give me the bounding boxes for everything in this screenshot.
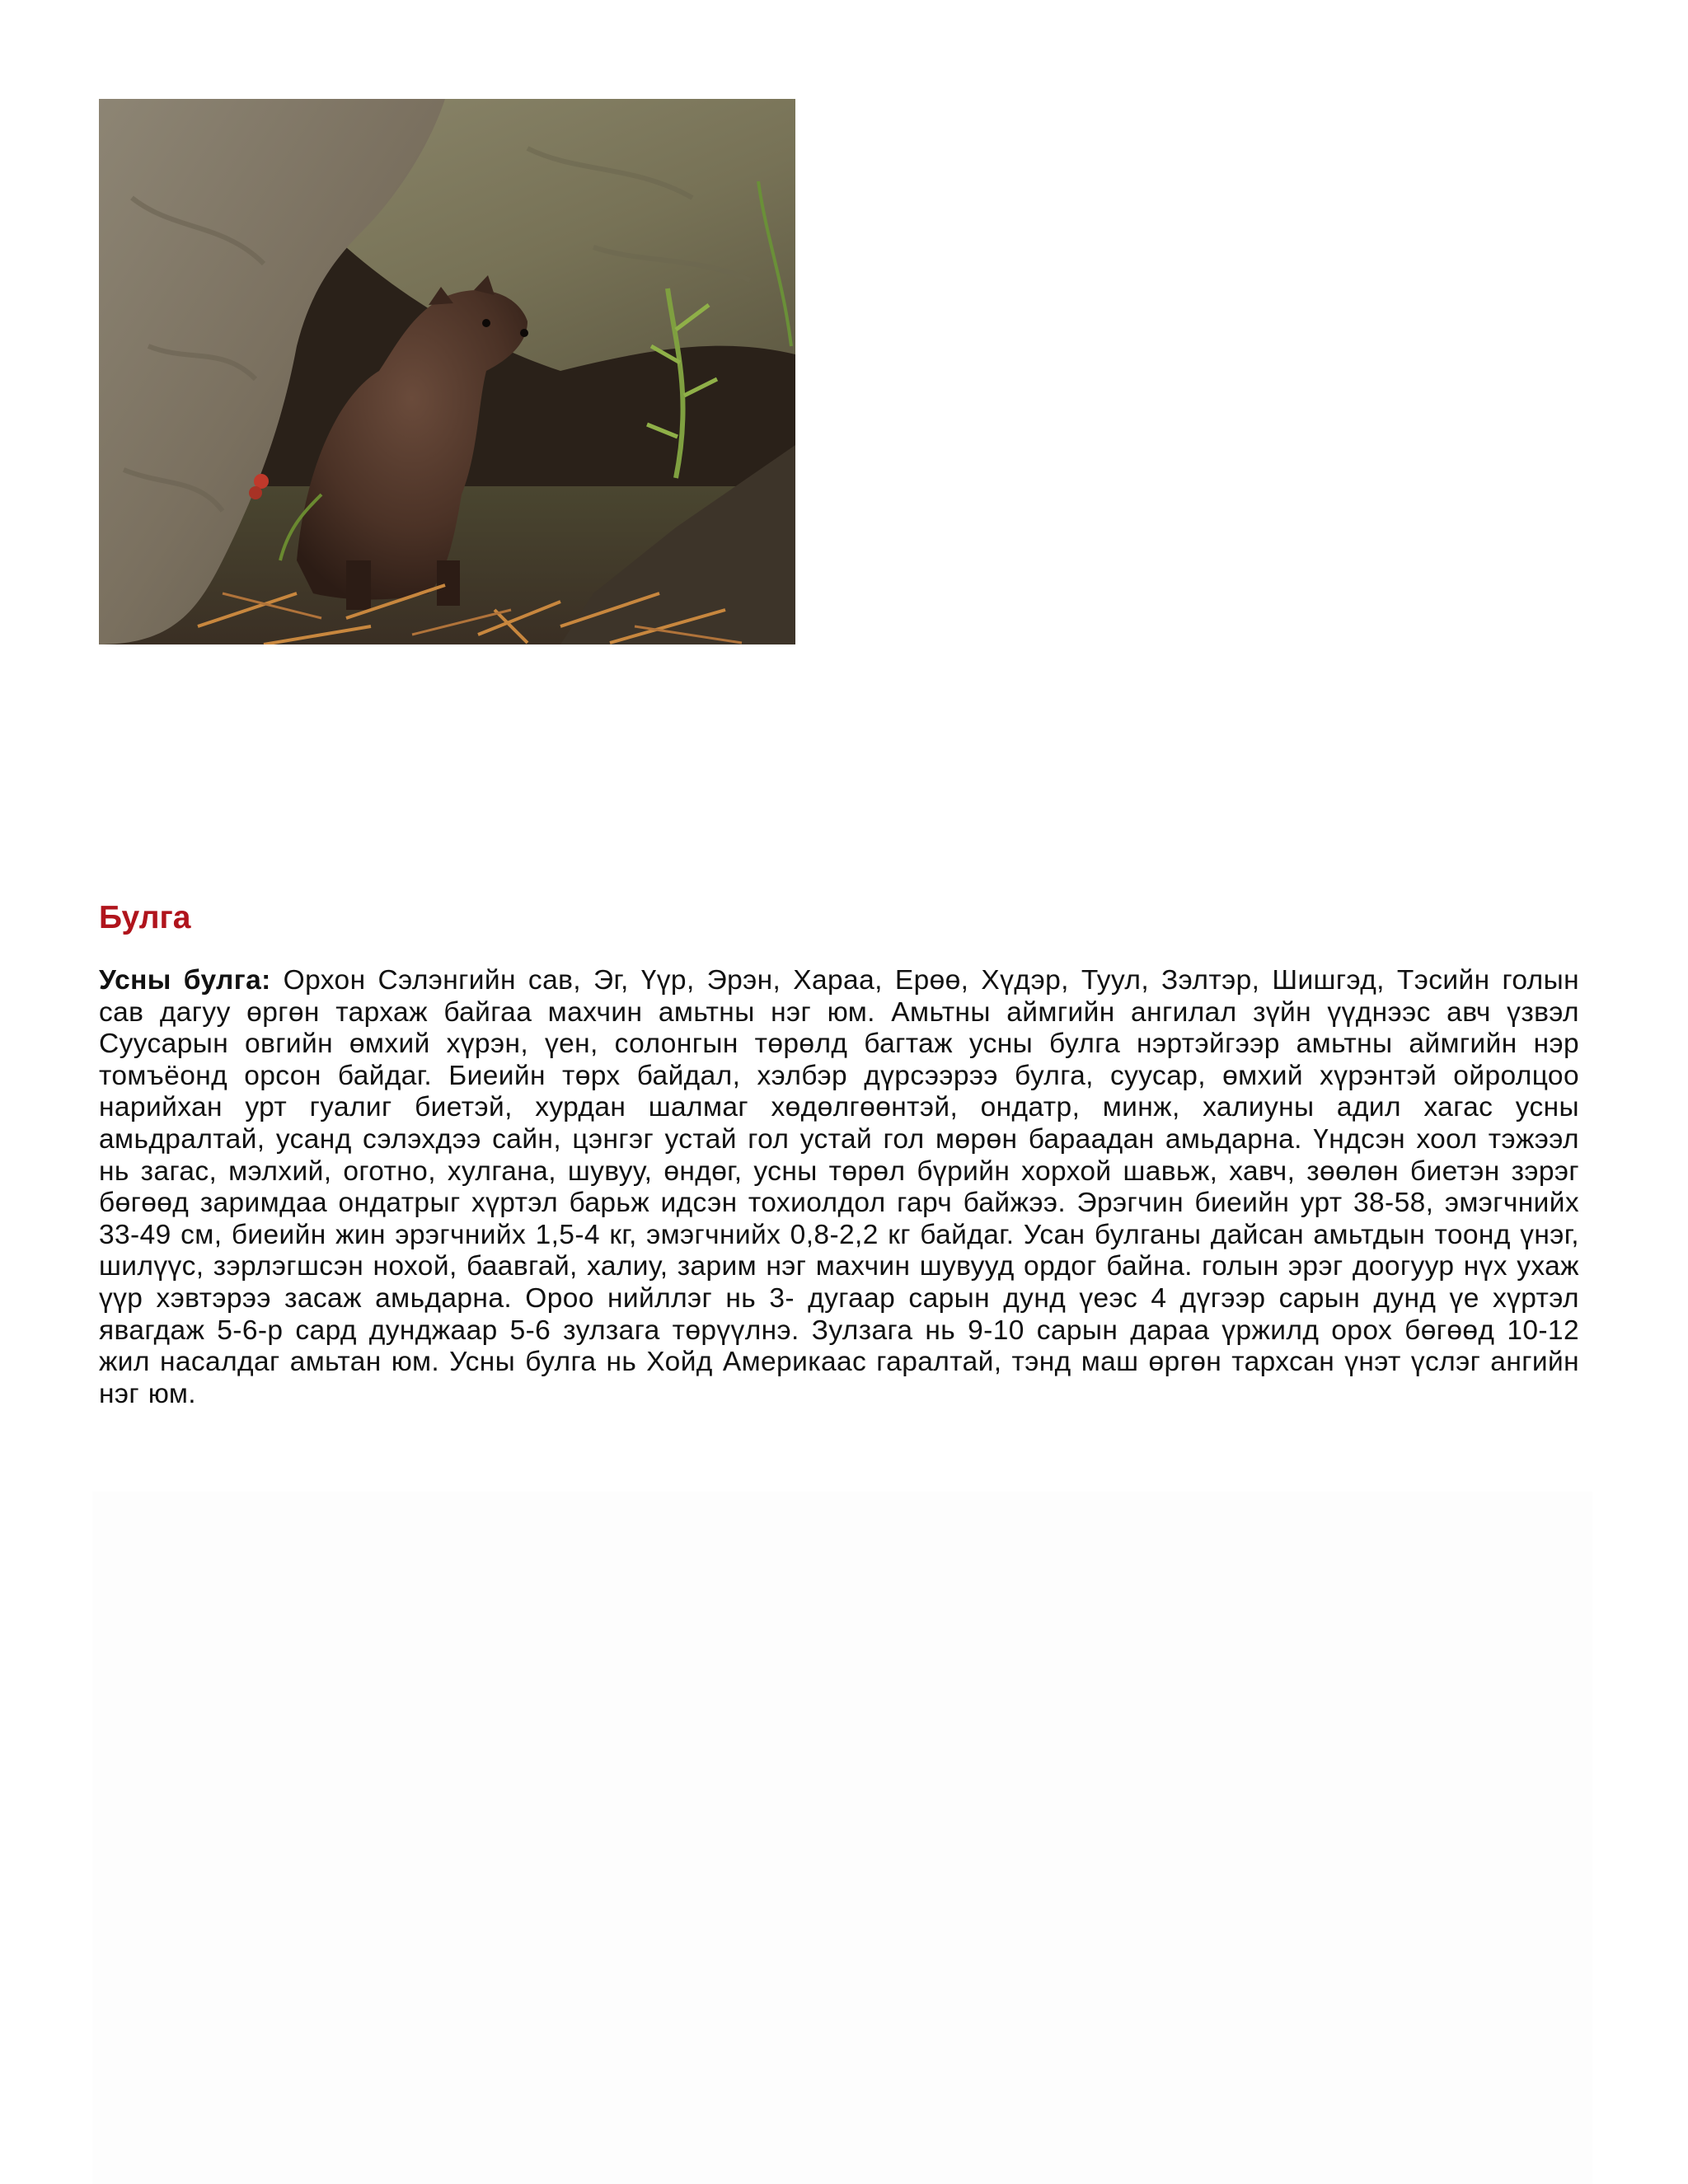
page-background-shade [92, 1492, 1592, 2184]
article-title: Булга [99, 900, 191, 935]
article-body: Орхон Сэлэнгийн сав, Эг, Үүр, Эрэн, Хараа, Ерөө, Хүдэр, Туул, Зэлтэр, Шишгэд, Тэсийн голын сав дагуу өргөн тархаж байгаа махчин амьтны нэг юм. Амьтны аймгийн ангилал зүйн үүднээс авч үзвэл Суусарын овгийн өмхий хүрэн, үен, солонгын төрөлд багтаж усны булга нэртэйгээр амьтны аймгийн нэр томъёонд орсон байдаг. Биеийн төрх байдал, хэлбэр дүрсээрээ булга, суусар, өмхий хүрэнтэй ойролцоо нарийхан урт гуалиг биетэй, хурдан шалмаг хөдөлгөөнтэй, ондатр, минж, халиуны адил хагас усны амьдралтай, усанд сэлэхдээ сайн, цэнгэг устай гол устай гол мөрөн бараадан амьдарна. Үндсэн хоол тэжээл нь загас, мэлхий, оготно, хулгана, шувуу, өндөг, усны төрөл бүрийн хорхой шавьж, хавч, зөөлөн биетэн зэрэг бөгөөд заримдаа ондатрыг хүртэл барьж идсэн тохиолдол гарч байжээ. Эрэгчин биеийн урт 38-58, эмэгчнийх 33-49 см, биеийн жин эрэгчнийх 1,5-4 кг, эмэгчнийх 0,8-2,2 кг байдаг. Усан булганы дайсан амьтдын тоонд үнэг, шилүүс, зэрлэгшсэн нохой, баавгай, халиу, зарим нэг махчин шувууд ордог байна. голын эрэг доогуур нүх ухаж үүр хэвтэрээ засаж амьдарна. Ороо нийллэг нь 3- дугаар сарын дунд үеэс 4 дүгээр сарын дунд үе хүртэл явагдаж 5-6-р сард дунджаар 5-6 зулзага төрүүлнэ. Зулзага нь 9-10 сарын дараа үржилд орох бөгөөд 10-12 жил насалдаг амьтан юм. Усны булга нь Хойд Америкаас гаралтай, тэнд маш өргөн тархсан үнэт үслэг ангийн нэг юм. [99, 965, 1579, 1409]
mink-photo [99, 99, 795, 644]
article-paragraph [99, 965, 1579, 1410]
article-lead: Усны булга: [99, 965, 271, 996]
